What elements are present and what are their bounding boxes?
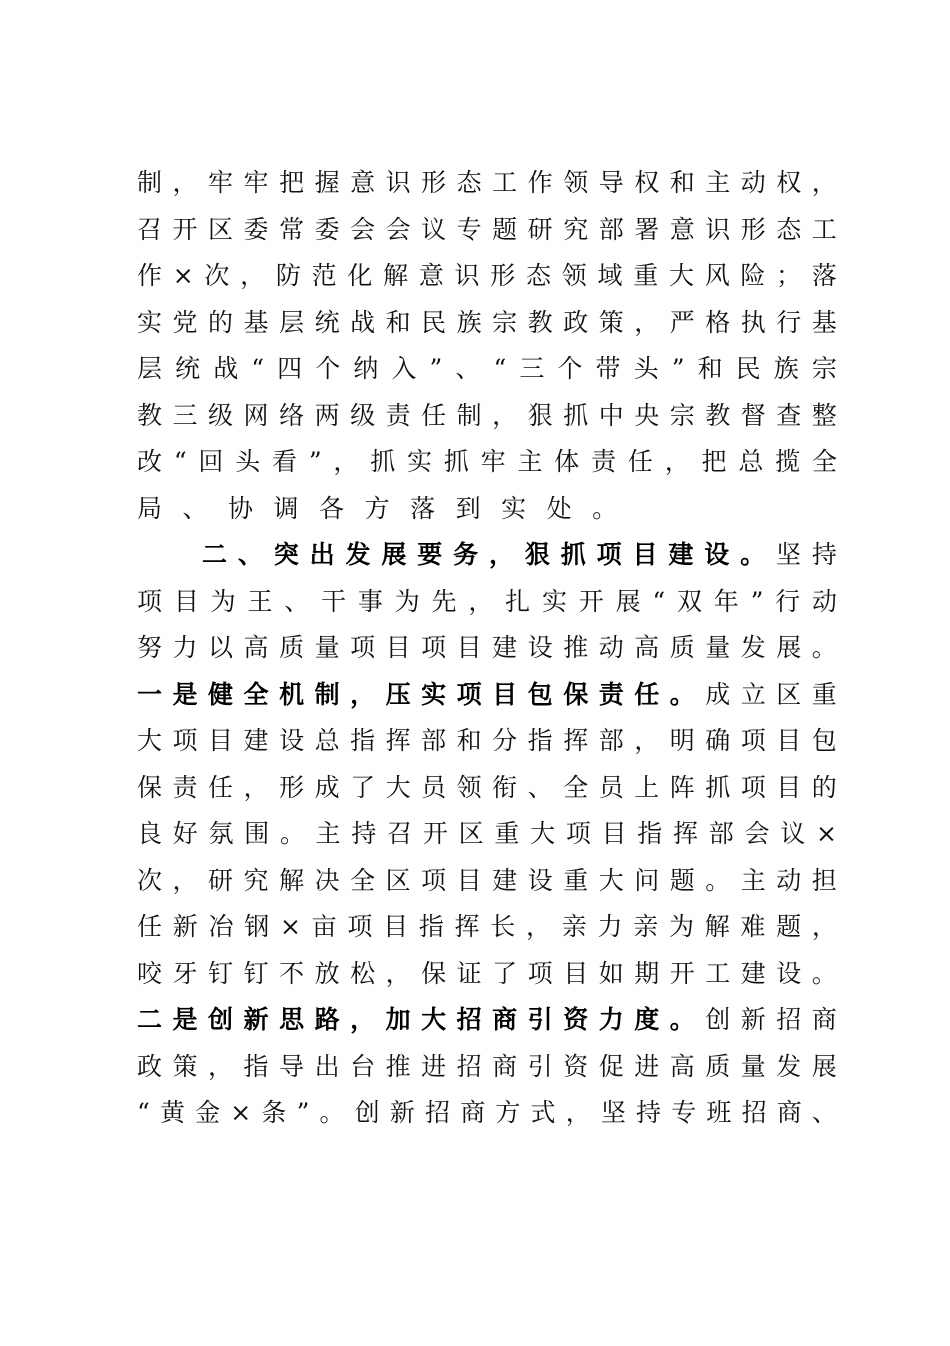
- text-line-17: 任 新 冶 钢 × 亩 项 目 指 挥 长 ， 亲 力 亲 为 解 难 题 ，: [137, 912, 837, 941]
- text-line-20: 政 策 ， 指 导 出 台 推 进 招 商 引 资 促 进 高 质 量 发 展: [137, 1051, 837, 1081]
- text-line-3: 作 × 次 ， 防 范 化 解 意 识 形 态 领 域 重 大 风 险 ； 落: [137, 261, 837, 290]
- text-line-16: 次 ， 研 究 解 决 全 区 项 目 建 设 重 大 问 题 。 主 动 担: [137, 865, 837, 895]
- section-heading-line: 二 、 突 出 发 展 要 务 ， 狠 抓 项 目 建 设 。 坚 持: [202, 540, 837, 569]
- text-line-15: 良 好 氛 围 。 主 持 召 开 区 重 大 项 目 指 挥 部 会 议 ×: [137, 819, 837, 848]
- text-line-2: 召 开 区 委 常 委 会 会 议 专 题 研 究 部 署 意 识 形 态 工: [137, 214, 837, 244]
- text-line-8: 局 、 协 调 各 方 落 到 实 处 。: [137, 493, 618, 523]
- text-line-6: 教 三 级 网 络 两 级 责 任 制 ， 狠 抓 中 央 宗 教 督 查 整: [137, 400, 837, 430]
- text-line-18: 咬 牙 钉 钉 不 放 松 ， 保 证 了 项 目 如 期 开 工 建 设 。: [137, 958, 837, 988]
- text-line-7: 改 “ 回 头 看 ” ， 抓 实 抓 牢 主 体 责 任 ， 把 总 揽 全: [137, 447, 837, 476]
- text-line-10: 项 目 为 王 、 干 事 为 先 ， 扎 实 开 展 “ 双 年 ” 行 动: [137, 586, 837, 616]
- text-line-13: 大 项 目 建 设 总 指 挥 部 和 分 指 挥 部 ， 明 确 项 目 包: [137, 726, 837, 755]
- text-line-4: 实 党 的 基 层 统 战 和 民 族 宗 教 政 策 ， 严 格 执 行 基: [137, 307, 837, 337]
- text-line-14: 保 责 任 ， 形 成 了 大 员 领 衔 、 全 员 上 阵 抓 项 目 的: [137, 772, 837, 802]
- text-line-11: 努 力 以 高 质 量 项 目 项 目 建 设 推 动 高 质 量 发 展 。: [137, 633, 837, 662]
- text-line-19: 二 是 创 新 思 路 ， 加 大 招 商 引 资 力 度 。 创 新 招 商: [137, 1005, 837, 1034]
- text-line-5: 层 统 战 “ 四 个 纳 入 ” 、 “ 三 个 带 头 ” 和 民 族 宗: [137, 354, 837, 383]
- text-line-12: 一 是 健 全 机 制 ， 压 实 项 目 包 保 责 任 。 成 立 区 重: [137, 679, 837, 709]
- text-line-21: “ 黄 金 × 条 ” 。 创 新 招 商 方 式 ， 坚 持 专 班 招 商 、: [137, 1098, 837, 1127]
- body-text: [137, 160, 837, 1137]
- text-line-1: 制 ， 牢 牢 把 握 意 识 形 态 工 作 领 导 权 和 主 动 权 ，: [137, 168, 837, 197]
